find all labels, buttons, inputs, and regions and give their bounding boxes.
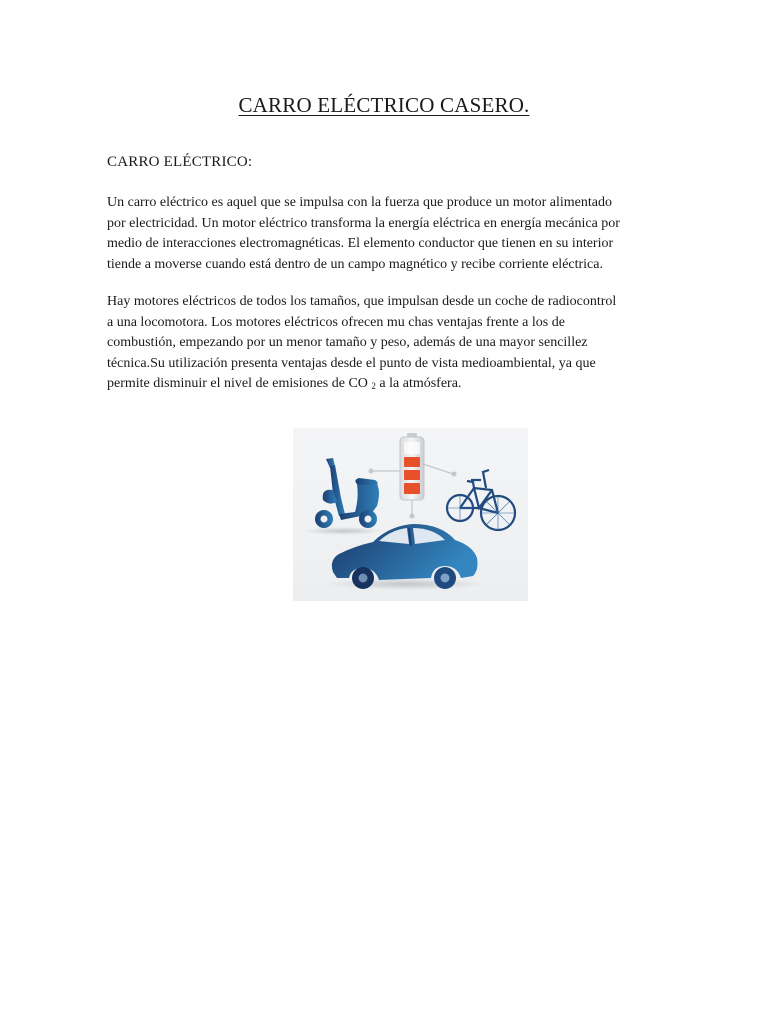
page-title: CARRO ELÉCTRICO CASERO. <box>238 93 530 117</box>
emissions-text: permite disminuir el nivel de emisiones de CO <box>107 376 368 391</box>
paragraph-advantages <box>107 292 667 397</box>
emissions-text-end: a la atmósfera. <box>375 376 462 391</box>
paragraph-line: técnica.Su utilización presenta ventajas desde el punto de vista medioambiental, ya que <box>107 355 596 371</box>
co2-subscript: 2 <box>371 381 376 391</box>
section-heading: CARRO ELÉCTRICO: <box>107 154 253 170</box>
electric-vehicles-illustration <box>293 428 528 601</box>
paragraph-line: por electricidad. Un motor eléctrico transforma la energía eléctrica en energía mecánica por <box>107 215 620 231</box>
paragraph-line: Hay motores eléctricos de todos los tamaños, que impulsan desde un coche de radiocontrol <box>107 294 617 309</box>
battery-icon <box>400 433 424 500</box>
paragraph-line: Un carro eléctrico es aquel que se impulsa con la fuerza que produce un motor alimentado <box>107 195 612 210</box>
paragraph-line: combustión, empezando por un menor tamaño y peso, además de una mayor sencillez <box>107 335 588 350</box>
paragraph-intro <box>107 193 667 275</box>
paragraph-line: a una locomotora. Los motores eléctricos ofrecen mu chas ventajas frente a los de <box>107 314 565 330</box>
paragraph-line-emissions <box>107 374 667 397</box>
paragraph-line: medio de interacciones electromagnéticas. El elemento conductor que tienen en su interior <box>107 236 614 251</box>
bicycle-icon <box>447 470 515 530</box>
illustration-svg <box>293 428 528 601</box>
paragraph-line: tiende a moverse cuando está dentro de un campo magnético y recibe corriente eléctrica. <box>107 256 603 272</box>
